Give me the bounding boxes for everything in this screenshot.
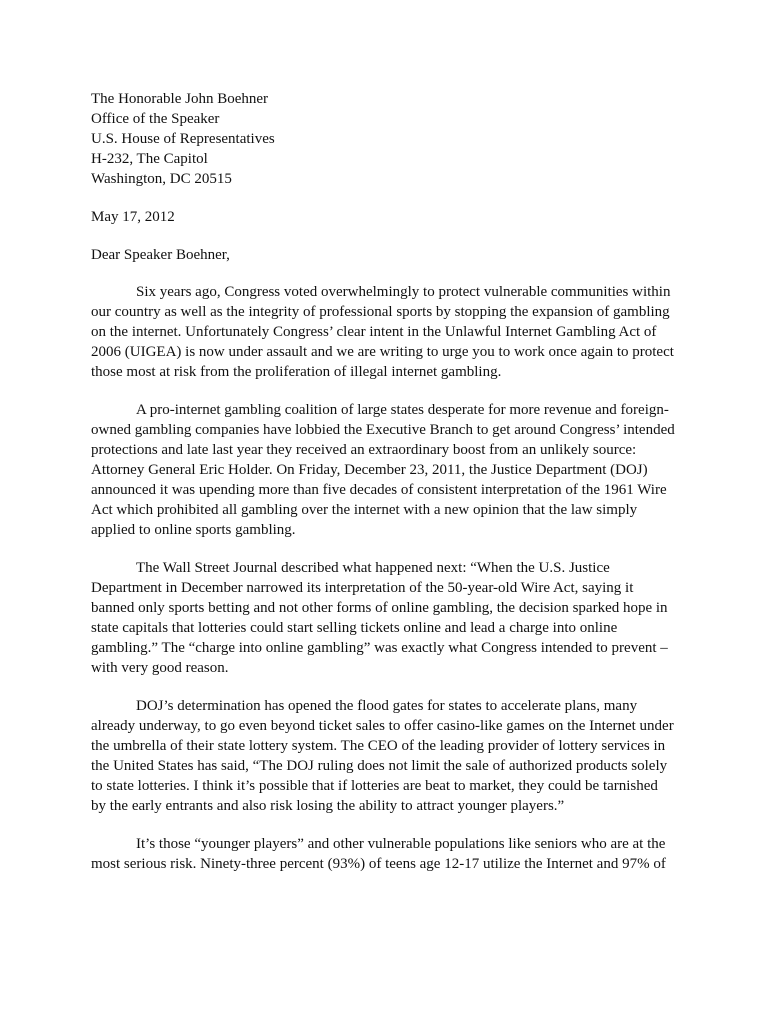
paragraph-line: to state lotteries. I think it’s possible that if lotteries are beat to market, they could be tarnished [91, 778, 658, 794]
paragraph-line: with very good reason. [91, 660, 229, 676]
paragraph-line: announced it was upending more than five decades of consistent interpretation of the 1961 Wire [91, 482, 667, 498]
address-line: H-232, The Capitol [91, 151, 208, 167]
paragraph-line: Six years ago, Congress voted overwhelmingly to protect vulnerable communities within [136, 284, 671, 300]
paragraph-4 [91, 696, 683, 816]
letter-date: May 17, 2012 [91, 209, 175, 225]
paragraph-line: most serious risk. Ninety-three percent (93%) of teens age 12-17 utilize the Internet and 97% of [91, 856, 666, 872]
paragraph-line: on the internet. Unfortunately Congress’ clear intent in the Unlawful Internet Gambling Act of [91, 324, 657, 340]
address-line: Office of the Speaker [91, 111, 220, 127]
paragraph-line: A pro-internet gambling coalition of large states desperate for more revenue and foreign- [136, 402, 669, 418]
paragraph-line: Department in December narrowed its interpretation of the 50-year-old Wire Act, saying it [91, 580, 634, 596]
paragraph-line: protections and late last year they received an extraordinary boost from an unlikely source: [91, 442, 637, 458]
paragraph-line: owned gambling companies have lobbied the Executive Branch to get around Congress’ intended [91, 422, 675, 438]
address-line: The Honorable John Boehner [91, 91, 269, 107]
paragraph-line: 2006 (UIGEA) is now under assault and we are writing to urge you to work once again to protect [91, 344, 674, 360]
paragraph-line: our country as well as the integrity of professional sports by stopping the expansion of gambling [91, 304, 670, 320]
paragraph-2 [91, 400, 683, 540]
recipient-address [91, 89, 683, 189]
paragraph-3 [91, 558, 683, 678]
salutation: Dear Speaker Boehner, [91, 247, 230, 263]
address-line: Washington, DC 20515 [91, 171, 232, 187]
paragraph-line: state capitals that lotteries could start selling tickets online and lead a charge into online [91, 620, 618, 636]
paragraph-line: DOJ’s determination has opened the flood gates for states to accelerate plans, many [136, 698, 638, 714]
letter-body [91, 89, 683, 874]
paragraph-line: The Wall Street Journal described what happened next: “When the U.S. Justice [136, 560, 610, 576]
paragraph-5 [91, 834, 683, 874]
address-line: U.S. House of Representatives [91, 131, 275, 147]
paragraph-line: already underway, to go even beyond ticket sales to offer casino-like games on the Internet under [91, 718, 674, 734]
paragraph-line: Act which prohibited all gambling over the internet with a new opinion that the law simply [91, 502, 638, 518]
paragraph-1 [91, 282, 683, 382]
paragraph-line: Attorney General Eric Holder. On Friday, December 23, 2011, the Justice Department (DOJ) [91, 462, 648, 478]
paragraph-line: It’s those “younger players” and other vulnerable populations like seniors who are at the [136, 836, 666, 852]
paragraph-line: by the early entrants and also risk losing the ability to attract younger players.” [91, 798, 565, 814]
paragraph-line: those most at risk from the proliferation of illegal internet gambling. [91, 364, 502, 380]
paragraph-line: gambling.” The “charge into online gambling” was exactly what Congress intended to prevent – [91, 640, 668, 656]
paragraph-line: the United States has said, “The DOJ ruling does not limit the sale of authorized products solely [91, 758, 668, 774]
paragraph-line: the umbrella of their state lottery system. The CEO of the leading provider of lottery services in [91, 738, 666, 754]
paragraph-line: banned only sports betting and not other forms of online gambling, the decision sparked hope in [91, 600, 668, 616]
paragraph-line: applied to online sports gambling. [91, 522, 296, 538]
